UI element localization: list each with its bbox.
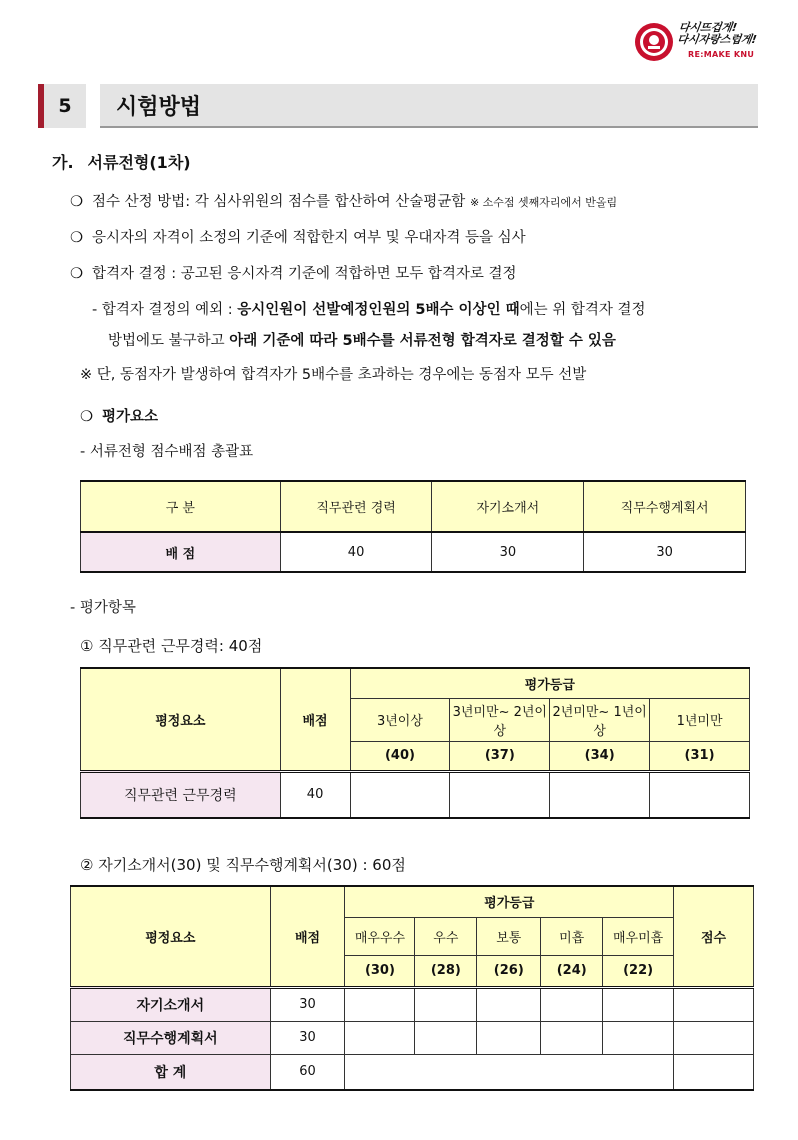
grade-cell <box>650 771 750 818</box>
career-row-label: 직무관련 근무경력 <box>81 771 281 818</box>
career-table <box>80 667 750 819</box>
bullet-score-method: ❍ 점수 산정 방법: 각 심사위원의 점수를 합산하여 산술평균함 ※ 소수점 셋째자리에서 반올림 <box>70 194 618 210</box>
score-cell <box>674 987 754 1021</box>
eval-heading: ❍ 평가요소 <box>80 409 159 425</box>
subsection-marker: 가. <box>52 153 74 172</box>
circle-bullet-icon: ❍ <box>70 194 83 210</box>
career-row-score: 40 <box>280 771 350 818</box>
grade-label: 미흡 <box>541 917 603 955</box>
essay-plan-table <box>70 885 754 1091</box>
row-label-plan: 직무수행계획서 <box>71 1021 271 1054</box>
grade-header: 평가등급 <box>350 668 749 698</box>
logo-brand: RE:MAKE KNU <box>688 50 755 59</box>
logo-slogan: 다시뜨겁게! 다시자랑스럽게! <box>676 21 758 46</box>
grade-points: (31) <box>650 741 750 771</box>
grade-label: 매우미흡 <box>603 917 674 955</box>
grade-points: (24) <box>541 955 603 987</box>
grade-cell <box>541 1021 603 1054</box>
grade-label: 2년미만~ 1년이상 <box>550 698 650 741</box>
rounding-note: ※ 소수점 셋째자리에서 반올림 <box>469 196 618 209</box>
table2-heading: ② 자기소개서(30) 및 직무수행계획서(30) : 60점 <box>80 856 406 874</box>
grade-points: (30) <box>345 955 415 987</box>
grade-cell <box>541 987 603 1021</box>
circle-bullet-icon: ❍ <box>70 266 83 282</box>
subsection-title: 서류전형(1차) <box>87 153 191 172</box>
row-score: 30 <box>270 1021 345 1054</box>
grade-cell <box>477 1021 541 1054</box>
grade-cell <box>450 771 550 818</box>
grade-label: 우수 <box>415 917 477 955</box>
grade-cell <box>345 987 415 1021</box>
grade-cell <box>603 1021 674 1054</box>
total-score-cell <box>674 1054 754 1090</box>
col-score: 배점 <box>270 886 345 987</box>
grade-cell <box>350 771 450 818</box>
summary-row-label: 배 점 <box>81 532 281 572</box>
grade-points: (34) <box>550 741 650 771</box>
col-score: 배점 <box>280 668 350 771</box>
grade-cell <box>415 987 477 1021</box>
grade-cell <box>603 987 674 1021</box>
subsection-heading <box>52 150 191 173</box>
grade-cell <box>550 771 650 818</box>
summary-value: 30 <box>584 532 746 572</box>
row-score: 30 <box>270 987 345 1021</box>
grade-cell <box>415 1021 477 1054</box>
exception-line-1: - 합격자 결정의 예외 : 응시인원이 선발예정인원의 5배수 이상인 때에는 위 합격자 결정 <box>92 302 646 318</box>
summary-value: 40 <box>280 532 432 572</box>
score-cell <box>674 1021 754 1054</box>
university-seal-icon <box>634 22 674 62</box>
summary-header: 직무수행계획서 <box>584 481 746 532</box>
row-label-essay: 자기소개서 <box>71 987 271 1021</box>
grade-label: 보통 <box>477 917 541 955</box>
total-row-score: 60 <box>270 1054 345 1090</box>
tie-note: ※ 단, 동점자가 발생하여 합격자가 5배수를 초과하는 경우에는 동점자 모두 선발 <box>80 367 587 383</box>
col-element: 평정요소 <box>81 668 281 771</box>
grade-points: (26) <box>477 955 541 987</box>
summary-table <box>80 480 746 573</box>
circle-bullet-icon: ❍ <box>80 409 93 425</box>
university-logo <box>632 20 762 64</box>
grade-cell <box>345 1021 415 1054</box>
exception-line-2: 방법에도 불구하고 아래 기준에 따라 5배수를 서류전형 합격자로 결정할 수 있음 <box>108 333 616 349</box>
total-grade-cell <box>345 1054 674 1090</box>
bullet-decision: ❍ 합격자 결정 : 공고된 응시자격 기준에 적합하면 모두 합격자로 결정 <box>70 266 517 282</box>
grade-label: 1년미만 <box>650 698 750 741</box>
grade-label: 3년미만~ 2년이상 <box>450 698 550 741</box>
grade-points: (40) <box>350 741 450 771</box>
grade-header: 평가등급 <box>345 886 674 917</box>
circle-bullet-icon: ❍ <box>70 230 83 246</box>
summary-header: 구 분 <box>81 481 281 532</box>
table1-heading: ① 직무관련 근무경력: 40점 <box>80 637 263 655</box>
col-element: 평정요소 <box>71 886 271 987</box>
col-total: 점수 <box>674 886 754 987</box>
items-label: - 평가항목 <box>70 600 136 616</box>
total-row-label: 합 계 <box>71 1054 271 1090</box>
summary-value: 30 <box>432 532 584 572</box>
summary-header: 자기소개서 <box>432 481 584 532</box>
grade-points: (37) <box>450 741 550 771</box>
bullet-qualification: ❍ 응시자의 자격이 소정의 기준에 적합한지 여부 및 우대자격 등을 심사 <box>70 230 526 246</box>
section-title: 시험방법 <box>100 84 758 128</box>
summary-header: 직무관련 경력 <box>280 481 432 532</box>
summary-label: - 서류전형 점수배점 총괄표 <box>80 444 254 460</box>
grade-points: (22) <box>603 955 674 987</box>
grade-label: 매우우수 <box>345 917 415 955</box>
grade-points: (28) <box>415 955 477 987</box>
section-number: 5 <box>38 84 86 128</box>
grade-label: 3년이상 <box>350 698 450 741</box>
grade-cell <box>477 987 541 1021</box>
